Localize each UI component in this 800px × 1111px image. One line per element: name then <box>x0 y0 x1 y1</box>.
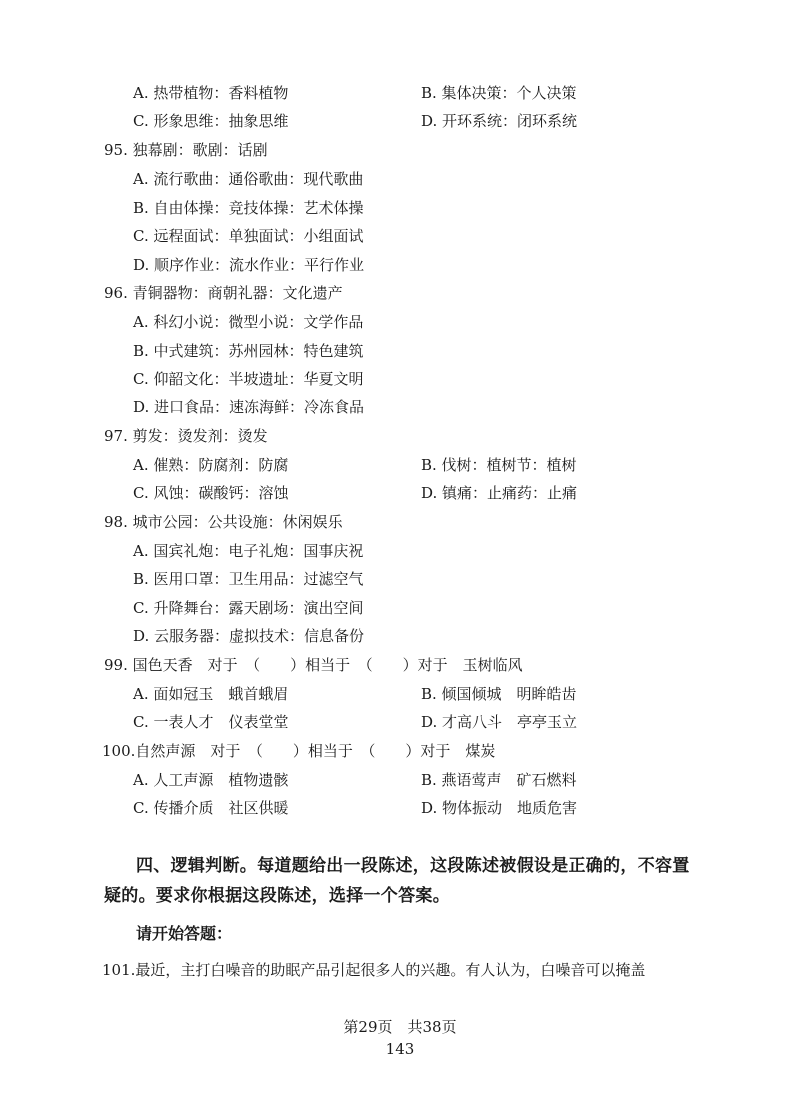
q100-option-a: A. 人工声源 植物遗骸 <box>133 771 289 789</box>
page-number: 143 <box>385 1040 415 1058</box>
q97-option-d: D. 镇痛：止痛药：止痛 <box>421 484 578 502</box>
q99-option-a: A. 面如冠玉 蛾首蛾眉 <box>133 685 289 703</box>
q96-option-b: B. 中式建筑：苏州园林：特色建筑 <box>133 342 364 360</box>
q96-option-a: A. 科幻小说：微型小说：文学作品 <box>133 313 364 331</box>
q97-option-c: C. 风蚀：碳酸钙：溶蚀 <box>133 484 289 502</box>
start-answering-label: 请开始答题： <box>136 924 233 943</box>
q96-option-c: C. 仰韶文化：半坡遗址：华夏文明 <box>133 370 364 388</box>
q100-option-b: B. 燕语莺声 矿石燃料 <box>421 771 577 789</box>
q98-option-d: D. 云服务器：虚拟技术：信息备份 <box>133 627 365 645</box>
q98-stem: 98. 城市公园：公共设施：休闲娱乐 <box>104 513 343 531</box>
q98-option-b: B. 医用口罩：卫生用品：过滤空气 <box>133 570 364 588</box>
q97-option-a: A. 催熟：防腐剂：防腐 <box>133 456 289 474</box>
q94-option-b: B. 集体决策：个人决策 <box>421 84 577 102</box>
q95-option-c: C. 远程面试：单独面试：小组面试 <box>133 227 364 245</box>
q94-option-a: A. 热带植物：香料植物 <box>133 84 289 102</box>
section-4-heading-text: 四、逻辑判断。每道题给出一段陈述，这段陈述被假设是正确的，不容置疑的。要求你根据这段陈述，选择一个答案。 <box>104 856 690 906</box>
q99-option-c: C. 一表人才 仪表堂堂 <box>133 713 289 731</box>
q99-option-d: D. 才高八斗 亭亭玉立 <box>421 713 578 731</box>
q95-option-a: A. 流行歌曲：通俗歌曲：现代歌曲 <box>133 170 364 188</box>
q100-option-c: C. 传播介质 社区供暖 <box>133 799 289 817</box>
q99-stem: 99. 国色天香 对于 （ ）相当于 （ ）对于 玉树临风 <box>104 656 523 674</box>
q96-option-d: D. 进口食品：速冻海鲜：冷冻食品 <box>133 398 365 416</box>
q100-stem: 100.自然声源 对于 （ ）相当于 （ ）对于 煤炭 <box>102 742 496 760</box>
q101-stem: 101.最近，主打白噪音的助眠产品引起很多人的兴趣。有人认为，白噪音可以掩盖 <box>102 961 646 979</box>
q95-option-b: B. 自由体操：竞技体操：艺术体操 <box>133 199 364 217</box>
q94-option-c: C. 形象思维：抽象思维 <box>133 112 289 130</box>
q97-option-b: B. 伐树：植树节：植树 <box>421 456 577 474</box>
q99-option-b: B. 倾国倾城 明眸皓齿 <box>421 685 577 703</box>
q94-option-d: D. 开环系统：闭环系统 <box>421 112 578 130</box>
q100-option-d: D. 物体振动 地质危害 <box>421 799 578 817</box>
section-4-heading <box>104 851 704 911</box>
q97-stem: 97. 剪发：烫发剂：烫发 <box>104 427 268 445</box>
q98-option-c: C. 升降舞台：露天剧场：演出空间 <box>133 599 364 617</box>
q98-option-a: A. 国宾礼炮：电子礼炮：国事庆祝 <box>133 542 364 560</box>
page-label: 第29页 共38页 <box>343 1018 457 1036</box>
q96-stem: 96. 青铜器物：商朝礼器：文化遗产 <box>104 284 343 302</box>
q95-option-d: D. 顺序作业：流水作业：平行作业 <box>133 256 365 274</box>
q95-stem: 95. 独幕剧：歌剧：话剧 <box>104 141 268 159</box>
